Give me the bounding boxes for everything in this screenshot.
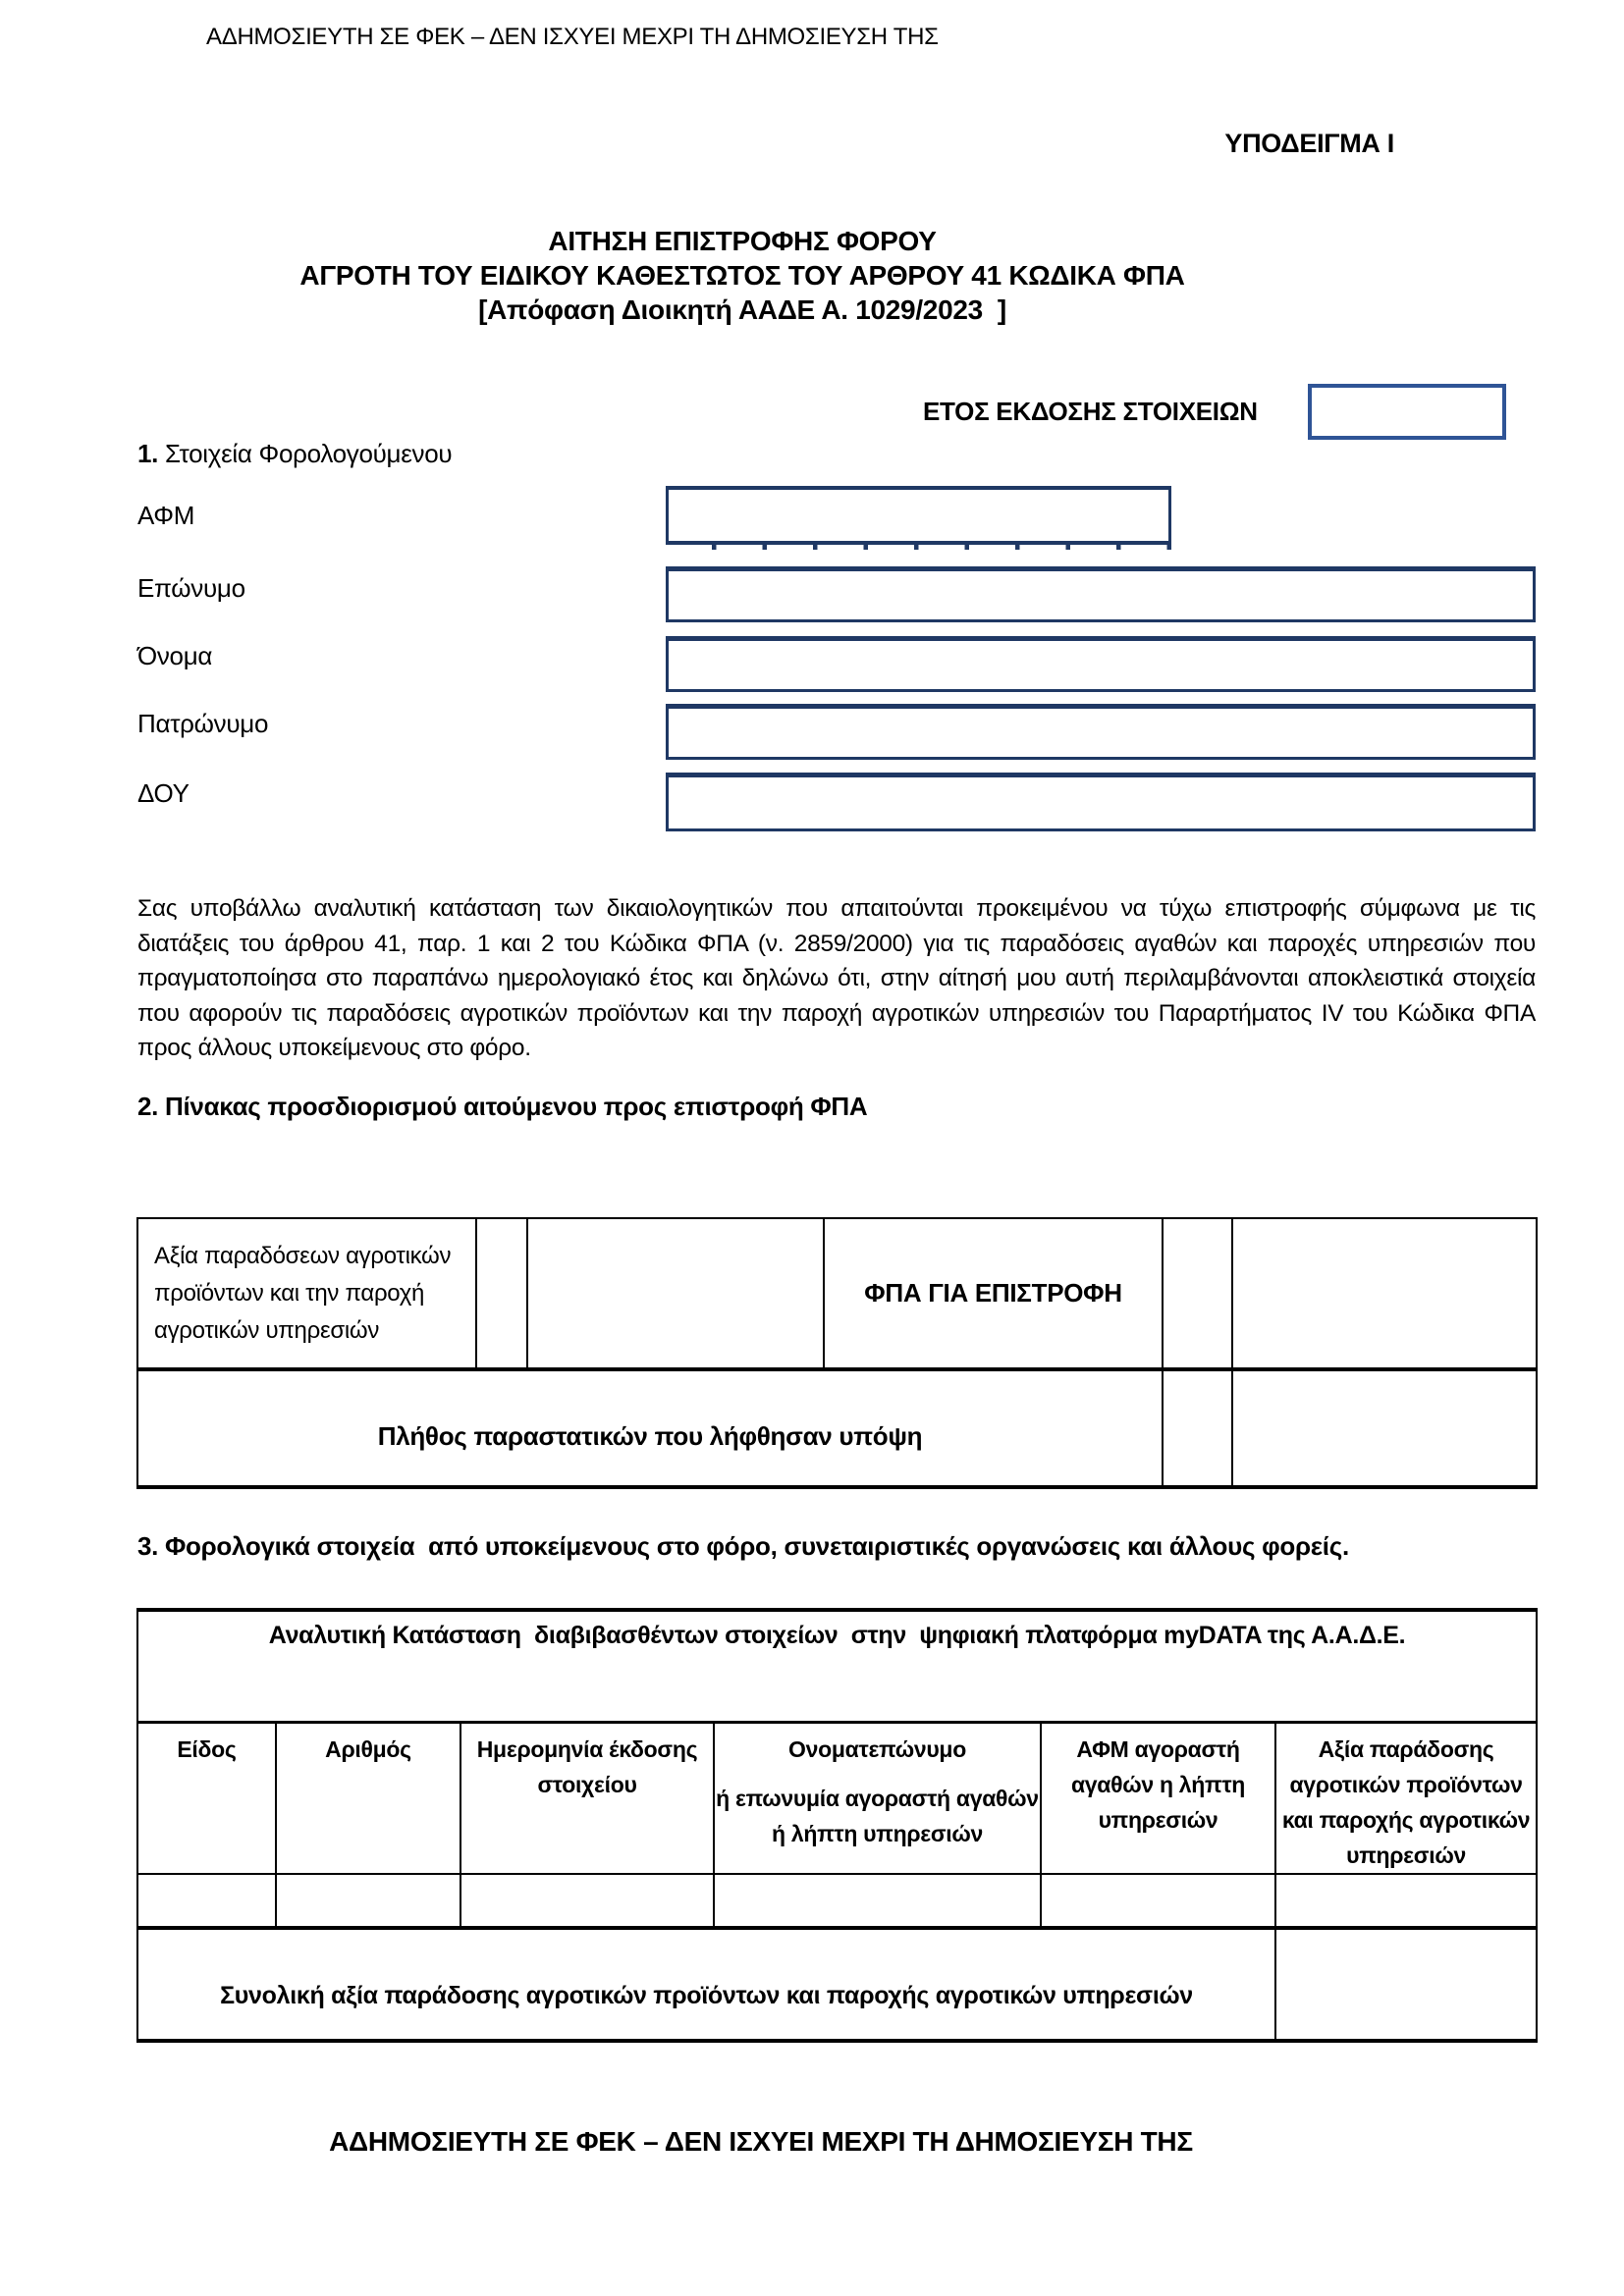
- mydata-table-title: Αναλυτική Κατάσταση διαβιβασθέντων στοιχείων στην ψηφιακή πλατφόρμα myDATA της Α.Α.Δ.Ε.: [137, 1610, 1537, 1722]
- data-cell-delivery-value[interactable]: [1275, 1874, 1537, 1928]
- documents-count-label: Πλήθος παραστατικών που λήφθησαν υπόψη: [137, 1369, 1163, 1487]
- data-cell-buyer-name[interactable]: [714, 1874, 1041, 1928]
- year-of-issue-input[interactable]: [1308, 384, 1506, 440]
- top-unpublished-notice: ΑΔΗΜΟΣΙΕΥΤΗ ΣΕ ΦΕΚ – ΔΕΝ ΙΣΧΥΕΙ ΜΕΧΡΙ ΤΗ ΔΗΜΟΣΙΕΥΣΗ ΤΗΣ: [206, 24, 939, 50]
- col-header-buyer-afm: ΑΦΜ αγοραστή αγαθών η λήπτη υπηρεσιών: [1041, 1722, 1275, 1874]
- col-header-type: Είδος: [137, 1722, 276, 1874]
- firstname-label: Όνομα: [137, 641, 213, 670]
- data-cell-number[interactable]: [276, 1874, 460, 1928]
- total-value-input[interactable]: [1275, 1928, 1537, 2041]
- col-header-issue-date: Ημερομηνία έκδοσης στοιχείου: [460, 1722, 714, 1874]
- afm-input[interactable]: [666, 486, 1171, 545]
- data-cell-type[interactable]: [137, 1874, 276, 1928]
- data-cell-buyer-afm[interactable]: [1041, 1874, 1275, 1928]
- t2-narrow-cell-3: [1163, 1369, 1232, 1487]
- t2-narrow-cell-1: [476, 1218, 527, 1369]
- col-header-buyer-name: [714, 1722, 1041, 1874]
- bottom-unpublished-notice: ΑΔΗΜΟΣΙΕΥΤΗ ΣΕ ΦΕΚ – ΔΕΝ ΙΣΧΥΕΙ ΜΕΧΡΙ ΤΗ ΔΗΜΟΣΙΕΥΣΗ ΤΗΣ: [329, 2126, 1193, 2157]
- surname-input[interactable]: [666, 566, 1536, 622]
- firstname-input[interactable]: [666, 636, 1536, 692]
- col-header-delivery-value: Αξία παράδοσης αγροτικών προϊόντων και παροχής αγροτικών υπηρεσιών: [1275, 1722, 1537, 1874]
- t2-narrow-cell-2: [1163, 1218, 1232, 1369]
- total-value-label: Συνολική αξία παράδοσης αγροτικών προϊόντων και παροχής αγροτικών υπηρεσιών: [137, 1928, 1275, 2041]
- section1-title: Στοιχεία Φορολογούμενου: [158, 439, 453, 468]
- deliveries-value-label: Αξία παραδόσεων αγροτικών προϊόντων και την παροχή αγροτικών υπηρεσιών: [137, 1218, 476, 1369]
- afm-digit-ticks: [666, 543, 1171, 550]
- section1-number: 1.: [137, 439, 159, 468]
- doy-input[interactable]: [666, 773, 1536, 831]
- vat-for-refund-input[interactable]: [1232, 1218, 1537, 1369]
- form-title: [137, 224, 1347, 327]
- model-label: ΥΠΟΔΕΙΓΜΑ Ι: [1224, 129, 1394, 158]
- documents-count-input[interactable]: [1232, 1369, 1537, 1487]
- form-title-line-1: ΑΙΤΗΣΗ ΕΠΙΣΤΡΟΦΗΣ ΦΟΡΟΥ: [548, 226, 937, 256]
- col-header-number: Αριθμός: [276, 1722, 460, 1874]
- vat-for-refund-label: ΦΠΑ ΓΙΑ ΕΠΙΣΤΡΟΦΗ: [824, 1218, 1163, 1369]
- doy-label: ΔΟΥ: [137, 778, 189, 808]
- surname-label: Επώνυμο: [137, 573, 245, 603]
- afm-label: ΑΦΜ: [137, 501, 195, 530]
- form-title-line-3: [Απόφαση Διοικητή ΑΑΔΕ Α. 1029/2023 ]: [478, 294, 1006, 325]
- col-header-buyer-name-bottom: ή επωνυμία αγοραστή αγαθών ή λήπτη υπηρεσιών: [716, 1785, 1039, 1846]
- year-of-issue-label: ΕΤΟΣ ΕΚΔΟΣΗΣ ΣΤΟΙΧΕΙΩΝ: [923, 397, 1258, 426]
- fathers-name-input[interactable]: [666, 704, 1536, 760]
- col-header-buyer-name-top: Ονοματεπώνυμο: [788, 1735, 966, 1762]
- deliveries-value-input[interactable]: [527, 1218, 824, 1369]
- form-title-line-2: ΑΓΡΟΤΗ ΤΟΥ ΕΙΔΙΚΟΥ ΚΑΘΕΣΤΩΤΟΣ ΤΟΥ ΑΡΘΡΟΥ 41 ΚΩΔΙΚΑ ΦΠΑ: [299, 260, 1185, 291]
- section3-heading: 3. Φορολογικά στοιχεία από υποκείμενους στο φόρο, συνεταιριστικές οργανώσεις και άλλους φορείς.: [137, 1531, 1349, 1561]
- section1-heading: [137, 439, 452, 469]
- fathers-name-label: Πατρώνυμο: [137, 709, 269, 738]
- declaration-paragraph: Σας υποβάλλω αναλυτική κατάσταση των δικαιολογητικών που απαιτούνται προκειμένου να τύχω επιστροφής σύμφωνα με τις διατάξεις του άρθρου 41, παρ. 1 και 2 του Κώδικα ΦΠΑ (ν. 2859/2000) για τις παραδόσεις αγαθών και παροχές υπηρεσιών που πραγματοποίησα στο παραπάνω ημερολογιακό έτος και δηλώνω ότι, στην αίτησή μου αυτή περιλαμβάνονται αποκλειστικά στοιχεία που αφορούν τις παραδόσεις αγροτικών προϊόντων και την παροχή αγροτικών υπηρεσιών του Παραρτήματος IV του Κώδικα ΦΠΑ προς άλλους υποκείμενους στο φόρο.: [137, 895, 1536, 1061]
- mydata-table: [136, 1608, 1538, 2043]
- vat-refund-table: [136, 1217, 1538, 1489]
- section2-heading: 2. Πίνακας προσδιορισμού αιτούμενου προς επιστροφή ΦΠΑ: [137, 1092, 868, 1121]
- data-cell-issue-date[interactable]: [460, 1874, 714, 1928]
